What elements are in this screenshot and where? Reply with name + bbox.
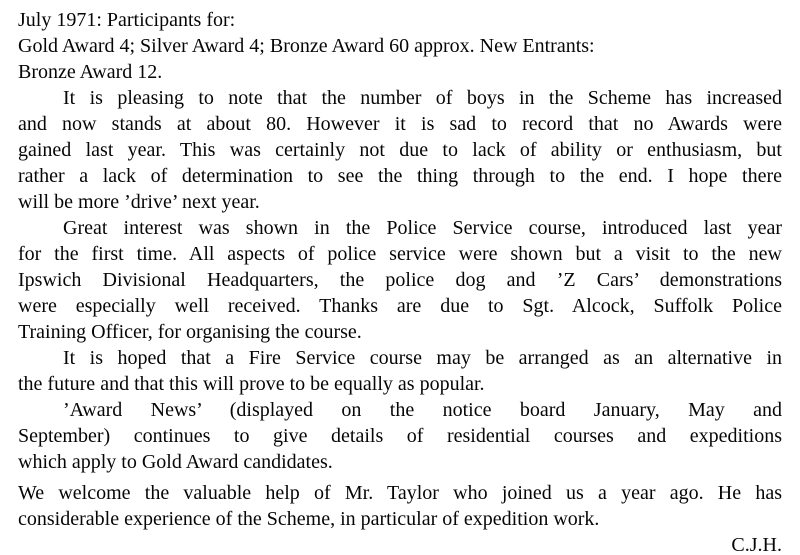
text-line: Ipswich Divisional Headquarters, the police dog and ’Z Cars’ demonstrations [18,269,782,291]
text-line: It is pleasing to note that the number of boys in the Scheme has increased [63,87,782,109]
text-line: for the first time. All aspects of police service were shown but a visit to the new [18,243,782,265]
text-line: were especially well received. Thanks are due to Sgt. Alcock, Suffolk Police [18,295,782,317]
text-line: Gold Award 4; Silver Award 4; Bronze Award 60 approx. New Entrants: [18,35,595,57]
text-line: which apply to Gold Award candidates. [18,451,333,473]
text-line: Training Officer, for organising the course. [18,321,362,343]
text-line: Great interest was shown in the Police Service course, introduced last year [63,217,782,239]
text-line: rather a lack of determination to see the thing through to the end. I hope there [18,165,782,187]
text-line: considerable experience of the Scheme, in particular of expedition work. [18,508,600,530]
text-line: and now stands at about 80. However it is sad to record that no Awards were [18,113,782,135]
text-line: We welcome the valuable help of Mr. Taylor who joined us a year ago. He has [18,482,782,504]
text-line: will be more ’drive’ next year. [18,191,260,213]
text-line: July 1971: Participants for: [18,9,236,31]
signature: C.J.H. [731,534,782,555]
text-line: the future and that this will prove to be equally as popular. [18,373,485,395]
text-line: September) continues to give details of residential courses and expeditions [18,425,782,447]
text-line: gained last year. This was certainly not due to lack of ability or enthusiasm, but [18,139,782,161]
text-line: ’Award News’ (displayed on the notice board January, May and [63,399,782,421]
document-body [18,7,782,555]
text-line: Bronze Award 12. [18,61,163,83]
text-line: It is hoped that a Fire Service course may be arranged as an alternative in [63,347,782,369]
